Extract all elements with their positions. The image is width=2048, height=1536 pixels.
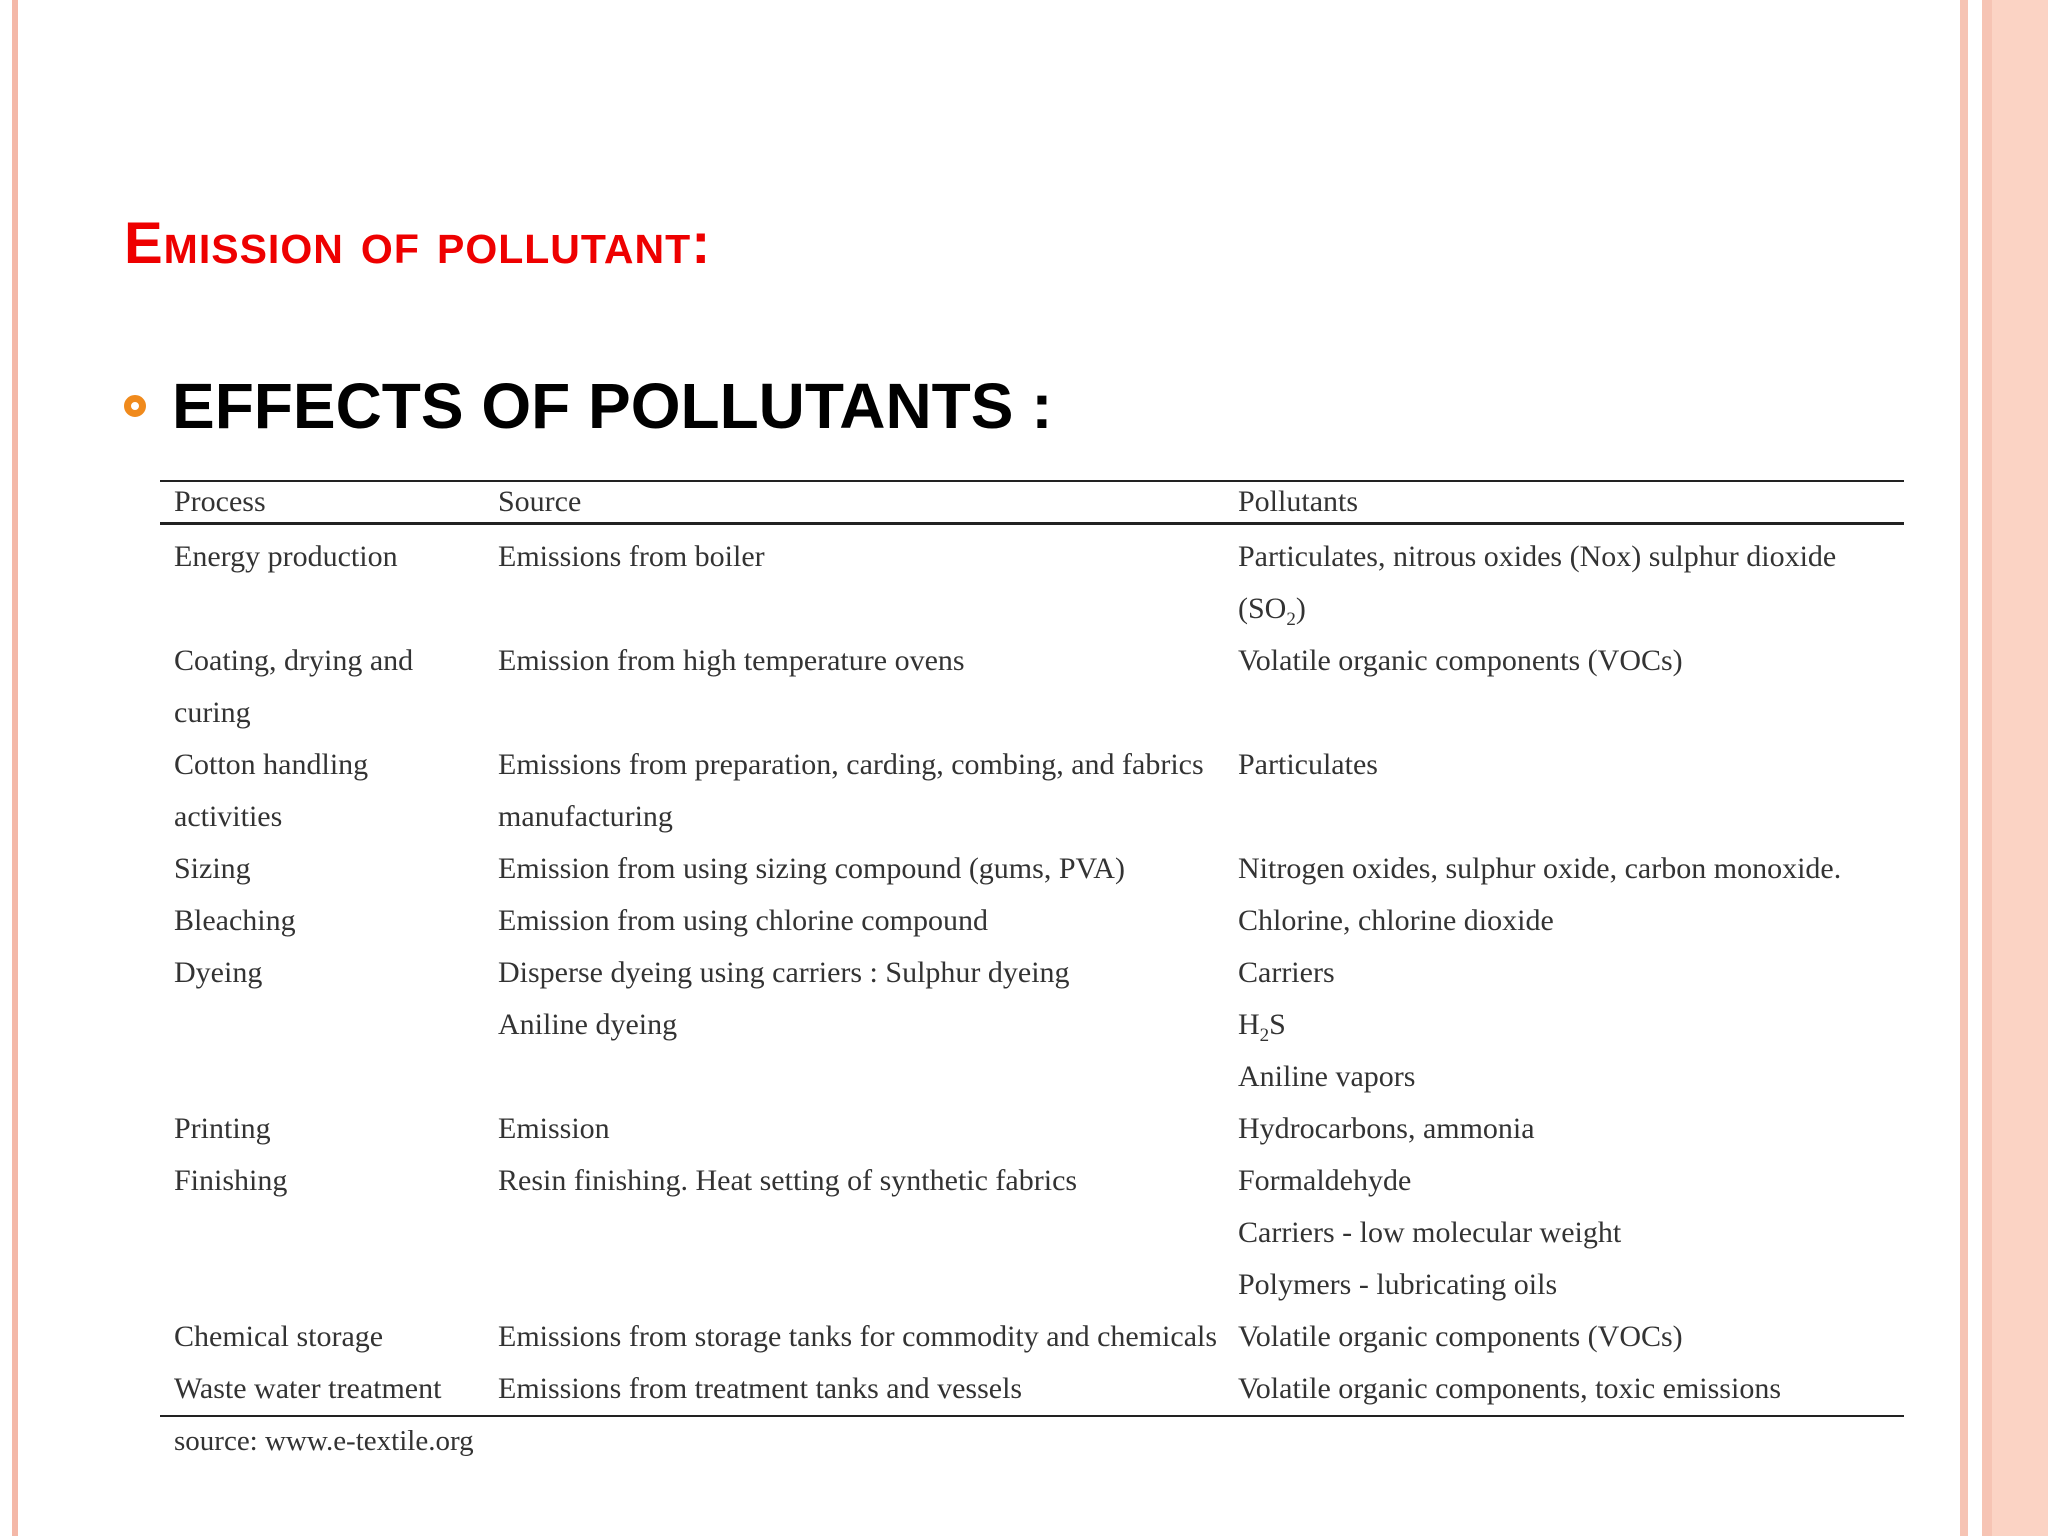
process-cell bbox=[160, 1051, 484, 1103]
process-cell: activities bbox=[174, 800, 283, 833]
process-cell bbox=[160, 999, 484, 1051]
source-cell: Emissions from preparation, carding, combing, and fabrics bbox=[498, 748, 1204, 781]
pollutants-cell: Formaldehyde bbox=[1238, 1164, 1412, 1197]
slide-title: Emission of pollutant: bbox=[124, 211, 712, 276]
pollutants-cell bbox=[1224, 531, 1904, 635]
table-row bbox=[160, 843, 1904, 895]
table-row bbox=[160, 739, 1904, 791]
source-cell: Aniline dyeing bbox=[498, 1008, 678, 1041]
table-row bbox=[160, 895, 1904, 947]
source-cell: Emission bbox=[498, 1112, 610, 1145]
source-cell: Emission from high temperature ovens bbox=[498, 644, 965, 677]
process-cell: Finishing bbox=[174, 1164, 288, 1197]
table-bottom-rule bbox=[160, 1415, 1904, 1417]
source-cell bbox=[484, 1259, 1224, 1311]
table-row bbox=[160, 947, 1904, 999]
pollutants-subscript: 2 bbox=[1259, 1025, 1270, 1046]
pollutants-text-after: ) bbox=[1295, 592, 1306, 625]
process-cell: Dyeing bbox=[174, 956, 263, 989]
pollutants-cell bbox=[1224, 999, 1904, 1051]
right-border-stripe bbox=[1982, 0, 1992, 1536]
source-cell: Emission from using chlorine compound bbox=[498, 904, 988, 937]
process-cell: Waste water treatment bbox=[174, 1372, 442, 1405]
process-cell bbox=[160, 1259, 484, 1311]
bullet-item bbox=[124, 370, 1053, 442]
table-row bbox=[160, 1259, 1904, 1311]
source-note: source: www.e-textile.org bbox=[174, 1425, 474, 1457]
circle-bullet-icon bbox=[124, 395, 146, 417]
process-cell: Energy production bbox=[174, 540, 398, 573]
source-cell: Emissions from boiler bbox=[498, 540, 765, 573]
pollutants-cell: Particulates bbox=[1238, 748, 1378, 781]
table-row bbox=[160, 687, 1904, 739]
table-row bbox=[160, 1207, 1904, 1259]
table-row bbox=[160, 999, 1904, 1051]
process-cell: curing bbox=[174, 696, 251, 729]
source-cell: manufacturing bbox=[498, 800, 673, 833]
right-border-gap bbox=[1968, 0, 1982, 1536]
source-cell bbox=[484, 1207, 1224, 1259]
slide-subtitle: EFFECTS OF POLLUTANTS : bbox=[172, 370, 1053, 442]
table-header-row bbox=[160, 482, 1904, 522]
pollutants-cell: Carriers bbox=[1238, 956, 1335, 989]
left-border-rule bbox=[12, 0, 18, 1536]
pollutants-cell: Carriers - low molecular weight bbox=[1238, 1216, 1622, 1249]
process-cell: Sizing bbox=[174, 852, 251, 885]
pollutants-cell: Chlorine, chlorine dioxide bbox=[1238, 904, 1554, 937]
header-pollutants: Pollutants bbox=[1238, 485, 1359, 518]
pollutants-subscript: 2 bbox=[1286, 609, 1296, 630]
pollutants-cell: Aniline vapors bbox=[1238, 1060, 1416, 1093]
pollutants-cell: Volatile organic components (VOCs) bbox=[1238, 1320, 1683, 1353]
process-cell: Bleaching bbox=[174, 904, 296, 937]
source-cell bbox=[484, 1051, 1224, 1103]
pollutants-text: Particulates, nitrous oxides (Nox) sulphur dioxide (SO bbox=[1238, 540, 1837, 625]
process-cell: Printing bbox=[174, 1112, 271, 1145]
process-cell: Coating, drying and bbox=[174, 644, 414, 677]
table-row bbox=[160, 1103, 1904, 1155]
pollutants-cell: Volatile organic components, toxic emissions bbox=[1238, 1372, 1781, 1405]
source-cell: Emission from using sizing compound (gums, PVA) bbox=[498, 852, 1125, 885]
table-row bbox=[160, 1155, 1904, 1207]
pollutants-cell: Polymers - lubricating oils bbox=[1238, 1268, 1558, 1301]
process-cell: Cotton handling bbox=[174, 748, 369, 781]
source-cell: Resin finishing. Heat setting of synthetic fabrics bbox=[498, 1164, 1078, 1197]
process-cell bbox=[160, 1207, 484, 1259]
pollutants-cell: Volatile organic components (VOCs) bbox=[1238, 644, 1683, 677]
table-row bbox=[160, 1051, 1904, 1103]
pollutants-cell: Nitrogen oxides, sulphur oxide, carbon monoxide. bbox=[1238, 852, 1842, 885]
source-cell bbox=[484, 687, 1224, 739]
source-cell: Emissions from storage tanks for commodity and chemicals bbox=[498, 1320, 1218, 1353]
table-row bbox=[160, 1363, 1904, 1415]
table-row bbox=[160, 635, 1904, 687]
header-source: Source bbox=[498, 485, 582, 518]
source-cell: Emissions from treatment tanks and vessels bbox=[498, 1372, 1023, 1405]
pollutants-cell bbox=[1224, 687, 1904, 739]
table-body bbox=[160, 525, 1904, 1415]
right-border-band bbox=[1992, 0, 2048, 1536]
pollutants-text-after: S bbox=[1269, 1008, 1286, 1041]
header-process: Process bbox=[174, 485, 266, 518]
table-row bbox=[160, 531, 1904, 635]
pollutants-cell bbox=[1224, 791, 1904, 843]
right-border-stripe bbox=[1960, 0, 1968, 1536]
pollutants-table bbox=[160, 480, 1904, 1463]
source-cell: Disperse dyeing using carriers : Sulphur dyeing bbox=[498, 956, 1070, 989]
table-row bbox=[160, 1311, 1904, 1363]
pollutants-cell: Hydrocarbons, ammonia bbox=[1238, 1112, 1535, 1145]
table-row bbox=[160, 791, 1904, 843]
pollutants-text: H bbox=[1238, 1008, 1260, 1041]
process-cell: Chemical storage bbox=[174, 1320, 384, 1353]
